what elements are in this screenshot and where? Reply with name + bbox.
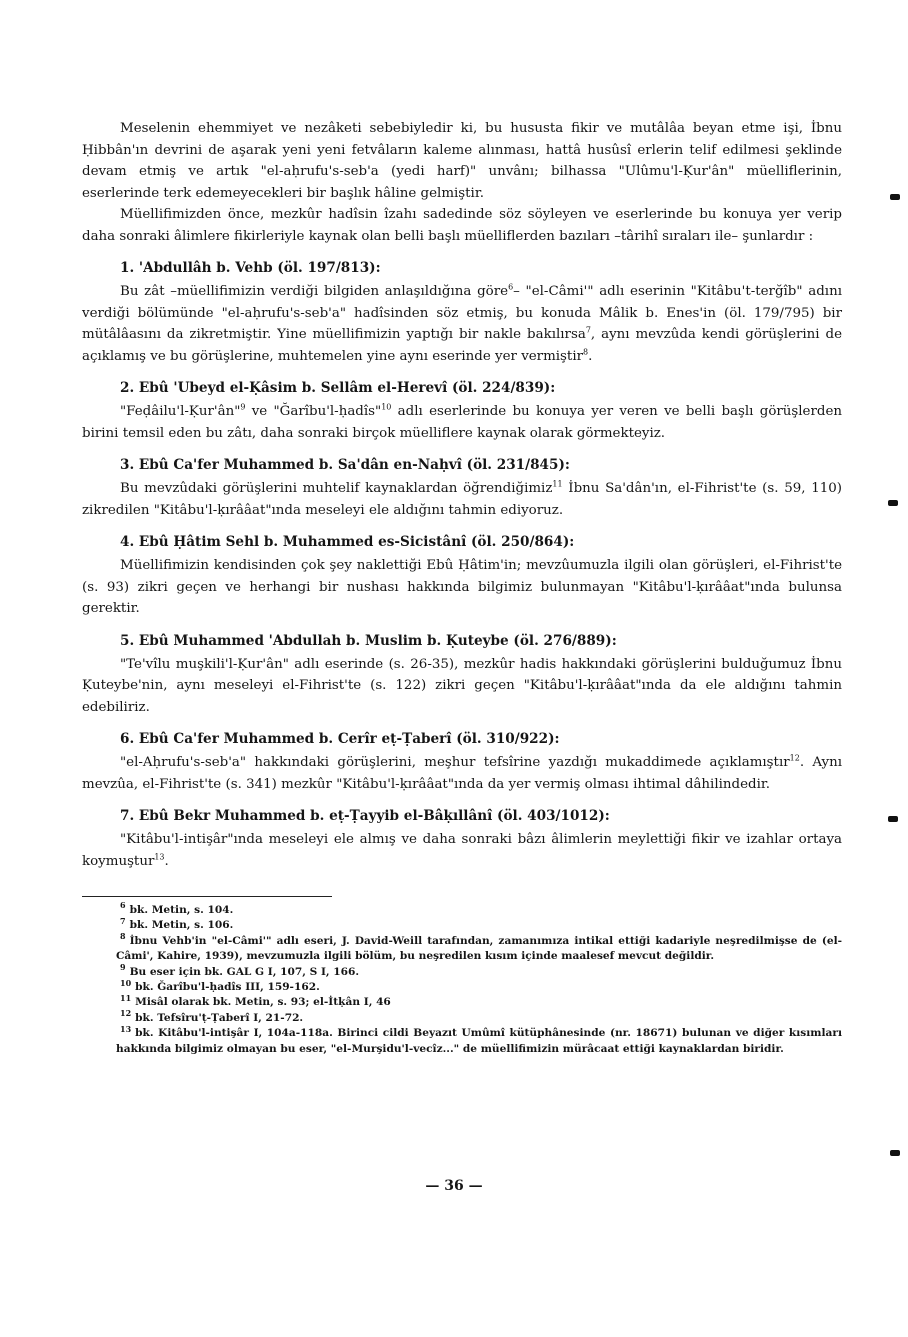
- footnote-ref: 6: [508, 282, 514, 292]
- footnote-divider: [82, 896, 332, 897]
- scan-mark: [888, 816, 898, 822]
- footnote-ref: 7: [585, 325, 591, 335]
- footnote-ref: 8: [583, 347, 589, 357]
- section-heading-1: 1. 'Abdullâh b. Vehb (öl. 197/813):: [120, 260, 381, 276]
- footnotes: [82, 900, 842, 1057]
- intro-paragraph-2: Müellifimizden önce, mezkûr hadîsin îzahı sadedinde söz söyleyen ve eserlerinde bu konuya yer verip daha sonraki âlimlere fikirleriyle kaynak olan belli başlı müelliflerden bazıları –târihî sıraları ile– şunlardır :: [82, 207, 842, 244]
- footnote: $^6$ bk. Metin, s. 104.: [120, 900, 234, 916]
- footnote-ref: 9: [240, 402, 246, 412]
- section-heading-7: 7. Ebû Bekr Muhammed b. eṭ-Ṭayyib el-Bâḳıllânî (öl. 403/1012):: [120, 808, 610, 824]
- footnote: $^7$ bk. Metin, s. 106.: [120, 915, 234, 932]
- footnote-ref: 11: [552, 479, 563, 489]
- section-heading-5: 5. Ebû Muhammed 'Abdullah b. Muslim b. Ḳuteybe (öl. 276/889):: [120, 632, 617, 649]
- scan-mark: [888, 500, 898, 506]
- intro-paragraph-1: Meselenin ehemmiyet ve nezâketi sebebiyledir ki, bu hususta fikir ve mutâlâa beyan etme işi, İbnu Ḥibbân'ın devrini de aşarak yeni yeni fetvâların kaleme alınması, hattâ husûsî erlerin telif edilmesi şeklinde devam etmiş ve artık "el-aḥrufu's-seb'a (yedi harf)" unvânı; bilhassa "Ulûmu'l-Ḳur'ân" müelliflerinin, eserlerinde terk edemeyecekleri bir başlık hâline gelmiştir.: [82, 121, 842, 201]
- section-text-1: Bu zât –müellifimizin verdiği bilgiden anlaşıldığına göre$^6$– "el-Câmi'" adlı eserinin "Kitâbu't-terğîb" adını verdiği bölümünde "el-aḥrufu's-seb'a" hadîsinden söz etmiş, bu konuda Mâlik b. Enes'in (öl. 179/795) bir mütâlâasını da zikretmiştir. Yine müellifimizin yaptığı bir nakle bakılırsa$^7$, aynı mevzûda kendi görüşlerini de açıklamış ve bu görüşlerine, muhtemelen yine aynı eserinde yer vermiştir$^8$.: [82, 282, 842, 364]
- footnote-ref: 12: [789, 753, 800, 763]
- scan-mark: [890, 194, 900, 200]
- section-heading-3: 3. Ebû Ca'fer Muhammed b. Sa'dân en-Naḥvî (öl. 231/845):: [120, 457, 570, 473]
- footnote: $^{12}$ bk. Tefsîru'ṭ-Ṭaberî I, 21-72.: [120, 1008, 304, 1024]
- section-text-7: "Kitâbu'l-intişâr"ında meseleyi ele almış ve daha sonraki bâzı âlimlerin meylettiği fikir ve izahlar ortaya koymuştur$^{13}$.: [82, 832, 842, 869]
- scan-mark: [890, 1150, 900, 1156]
- page-content: [82, 118, 842, 1057]
- footnote-ref: 13: [154, 852, 165, 862]
- footnote: $^{13}$ bk. Kitâbu'l-intişâr I, 104a-118a. Birinci cildi Beyazıt Umûmî kütüphânesinde (nr. 18671) bulunan ve diğer kısımları hakkında bilgimiz olmayan bu eser, "el-Murşidu'l-vecîz..." de müellifimizin mürâcaat ettiği kaynaklardan biridir.: [116, 1023, 842, 1055]
- section-text-4: Müellifimizin kendisinden çok şey naklettiği Ebû Ḥâtim'in; mevzûumuzla ilgili olan görüşleri, el-Fihrist'te (s. 93) zikri geçen ve herhangi bir nushası hakkında bilgimiz bulunmayan "Kitâbu'l-ḳırââat"ında bulunsa gerektir.: [82, 558, 842, 616]
- footnote: $^8$ İbnu Vehb'in "el-Câmi'" adlı eseri, J. David-Weill tarafından, zamanımıza intikal ettiği kadariyle neşredilmişse de (el-Câmi', Kahire, 1939), mevzumuzla ilgili bölüm, bu neşredilen kısım içinde maalesef mevcut değildir.: [116, 931, 842, 963]
- footnote: $^{10}$ bk. Ğarîbu'l-ḥadîs III, 159-162.: [120, 977, 320, 994]
- section-heading-4: 4. Ebû Ḥâtim Sehl b. Muhammed es-Sicistânî (öl. 250/864):: [120, 534, 575, 550]
- footnote: $^9$ Bu eser için bk. GAL G I, 107, S I, 166.: [120, 962, 360, 978]
- page-number: — 36 —: [425, 1178, 483, 1194]
- footnote: $^{11}$ Misâl olarak bk. Metin, s. 93; el-İtḳân I, 46: [120, 992, 391, 1009]
- section-heading-2: 2. Ebû 'Ubeyd el-Ḳâsim b. Sellâm el-Herevî (öl. 224/839):: [120, 380, 556, 396]
- section-text-5: "Te'vîlu muşkili'l-Ḳur'ân" adlı eserinde (s. 26-35), mezkûr hadis hakkındaki görüşlerini bulduğumuz İbnu Ḳuteybe'nin, aynı meseleyi el-Fihrist'te (s. 122) zikri geçen "Kitâbu'l-ḳırââat"ında da ele aldığını tahmin edebiliriz.: [82, 656, 842, 715]
- section-heading-6: 6. Ebû Ca'fer Muhammed b. Cerîr eṭ-Ṭaberî (öl. 310/922):: [120, 731, 560, 747]
- section-text-2: "Feḍâilu'l-Ḳur'ân"$^9$ ve "Ğarîbu'l-ḥadîs"$^{10}$ adlı eserlerinde bu konuya yer veren ve belli başlı görüşlerden birini temsil eden bu zâtı, daha sonraki birçok müelliflere kaynak olarak görmekteyiz.: [82, 402, 843, 441]
- section-text-6: "el-Aḥrufu's-seb'a" hakkındaki görüşlerini, meşhur tefsîrine yazdığı mukaddimede açıklamıştır$^{12}$. Aynı mevzûa, el-Fihrist'te (s. 341) mezkûr "Kitâbu'l-ḳırââat"ında da yer vermiş olması ihtimal dâhilindedir.: [82, 753, 842, 792]
- footnote-ref: 10: [381, 402, 392, 412]
- section-text-3: Bu mevzûdaki görüşlerini muhtelif kaynaklardan öğrendiğimiz$^{11}$ İbnu Sa'dân'ın, el-Fihrist'te (s. 59, 110) zikredilen "Kitâbu'l-ḳırââat"ında meseleyi ele aldığını tahmin ediyoruz.: [82, 479, 842, 518]
